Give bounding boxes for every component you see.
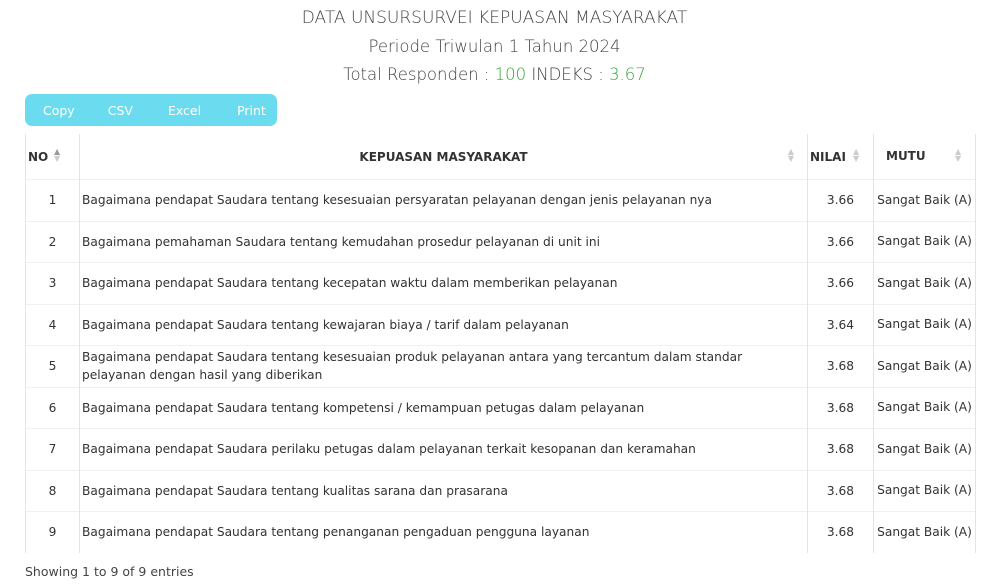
table-row: [26, 263, 976, 305]
cell-no: 7: [26, 429, 80, 471]
table-row: [26, 180, 976, 222]
table-row: [26, 429, 976, 471]
table-row: [26, 304, 976, 346]
cell-nilai: 3.68: [808, 512, 874, 553]
csv-button[interactable]: CSV: [107, 102, 133, 118]
cell-mutu: Sangat Baik (A): [874, 429, 976, 471]
cell-nilai: 3.68: [808, 346, 874, 388]
page-title: DATA UNSURSURVEI KEPUASAN MASYARAKAT: [301, 8, 688, 28]
sort-icon: ▲ ▼: [853, 147, 860, 163]
cell-mutu: Sangat Baik (A): [874, 263, 976, 305]
cell-question: Bagaimana pendapat Saudara tentang kesesuaian persyaratan pelayanan dengan jenis pelayanan nya: [80, 180, 808, 222]
cell-question: Bagaimana pemahaman Saudara tentang kemudahan prosedur pelayanan di unit ini: [80, 221, 808, 263]
period-subtitle: Periode Triwulan 1 Tahun 2024: [368, 37, 621, 56]
cell-question: Bagaimana pendapat Saudara perilaku petugas dalam pelayanan terkait kesopanan dan keramahan: [80, 429, 808, 471]
cell-nilai: 3.66: [808, 180, 874, 222]
cell-no: 6: [26, 387, 80, 429]
responden-label: Total Responden :: [343, 65, 495, 84]
table-row: [26, 387, 976, 429]
cell-nilai: 3.68: [808, 429, 874, 471]
indeks-value: 3.67: [609, 65, 646, 84]
summary-line: [0, 65, 989, 84]
cell-nilai: 3.66: [808, 221, 874, 263]
cell-mutu: Sangat Baik (A): [874, 304, 976, 346]
table-row: [26, 346, 976, 388]
sort-icon: ▲ ▼: [955, 147, 962, 163]
survey-table: [25, 134, 976, 553]
responden-value: 100: [494, 65, 527, 84]
cell-question: Bagaimana pendapat Saudara tentang kewajaran biaya / tarif dalam pelayanan: [80, 304, 808, 346]
cell-nilai: 3.66: [808, 263, 874, 305]
export-button-group: [25, 94, 277, 126]
sort-icon: ▲ ▼: [787, 147, 795, 163]
cell-mutu: Sangat Baik (A): [874, 387, 976, 429]
cell-no: 4: [26, 304, 80, 346]
column-header-mutu[interactable]: MUTU ▲ ▼: [874, 134, 976, 180]
table-row: [26, 221, 976, 263]
cell-mutu: Sangat Baik (A): [874, 470, 976, 512]
cell-nilai: 3.64: [808, 304, 874, 346]
cell-mutu: Sangat Baik (A): [874, 346, 976, 388]
excel-button[interactable]: Excel: [167, 102, 202, 118]
cell-question: Bagaimana pendapat Saudara tentang kesesuaian produk pelayanan antara yang tercantum dalam standar pelayanan dengan hasil yang diberikan: [80, 346, 808, 388]
column-header-no[interactable]: NO ▲ ▼: [26, 134, 80, 180]
table-row: [26, 512, 976, 553]
cell-no: 5: [26, 346, 80, 388]
cell-question: Bagaimana pendapat Saudara tentang kualitas sarana dan prasarana: [80, 470, 808, 512]
table-info: Showing 1 to 9 of 9 entries: [25, 564, 194, 579]
cell-no: 8: [26, 470, 80, 512]
cell-no: 9: [26, 512, 80, 553]
cell-question: Bagaimana pendapat Saudara tentang kecepatan waktu dalam memberikan pelayanan: [80, 263, 808, 305]
cell-no: 3: [26, 263, 80, 305]
cell-question: Bagaimana pendapat Saudara tentang penanganan pengaduan pengguna layanan: [80, 512, 808, 553]
cell-nilai: 3.68: [808, 387, 874, 429]
cell-mutu: Sangat Baik (A): [874, 512, 976, 553]
copy-button[interactable]: Copy: [43, 102, 75, 118]
print-button[interactable]: Print: [237, 102, 266, 118]
cell-mutu: Sangat Baik (A): [874, 221, 976, 263]
cell-mutu: Sangat Baik (A): [874, 180, 976, 222]
table-row: [26, 470, 976, 512]
column-header-nilai[interactable]: NILAI ▲ ▼: [808, 134, 874, 180]
sort-asc-icon: ▲ ▼: [54, 147, 61, 163]
column-header-kepuasan[interactable]: KEPUASAN MASYARAKAT ▲ ▼: [80, 134, 808, 180]
indeks-label: INDEKS :: [526, 65, 610, 84]
cell-no: 2: [26, 221, 80, 263]
cell-no: 1: [26, 180, 80, 222]
cell-nilai: 3.68: [808, 470, 874, 512]
cell-question: Bagaimana pendapat Saudara tentang kompetensi / kemampuan petugas dalam pelayanan: [80, 387, 808, 429]
